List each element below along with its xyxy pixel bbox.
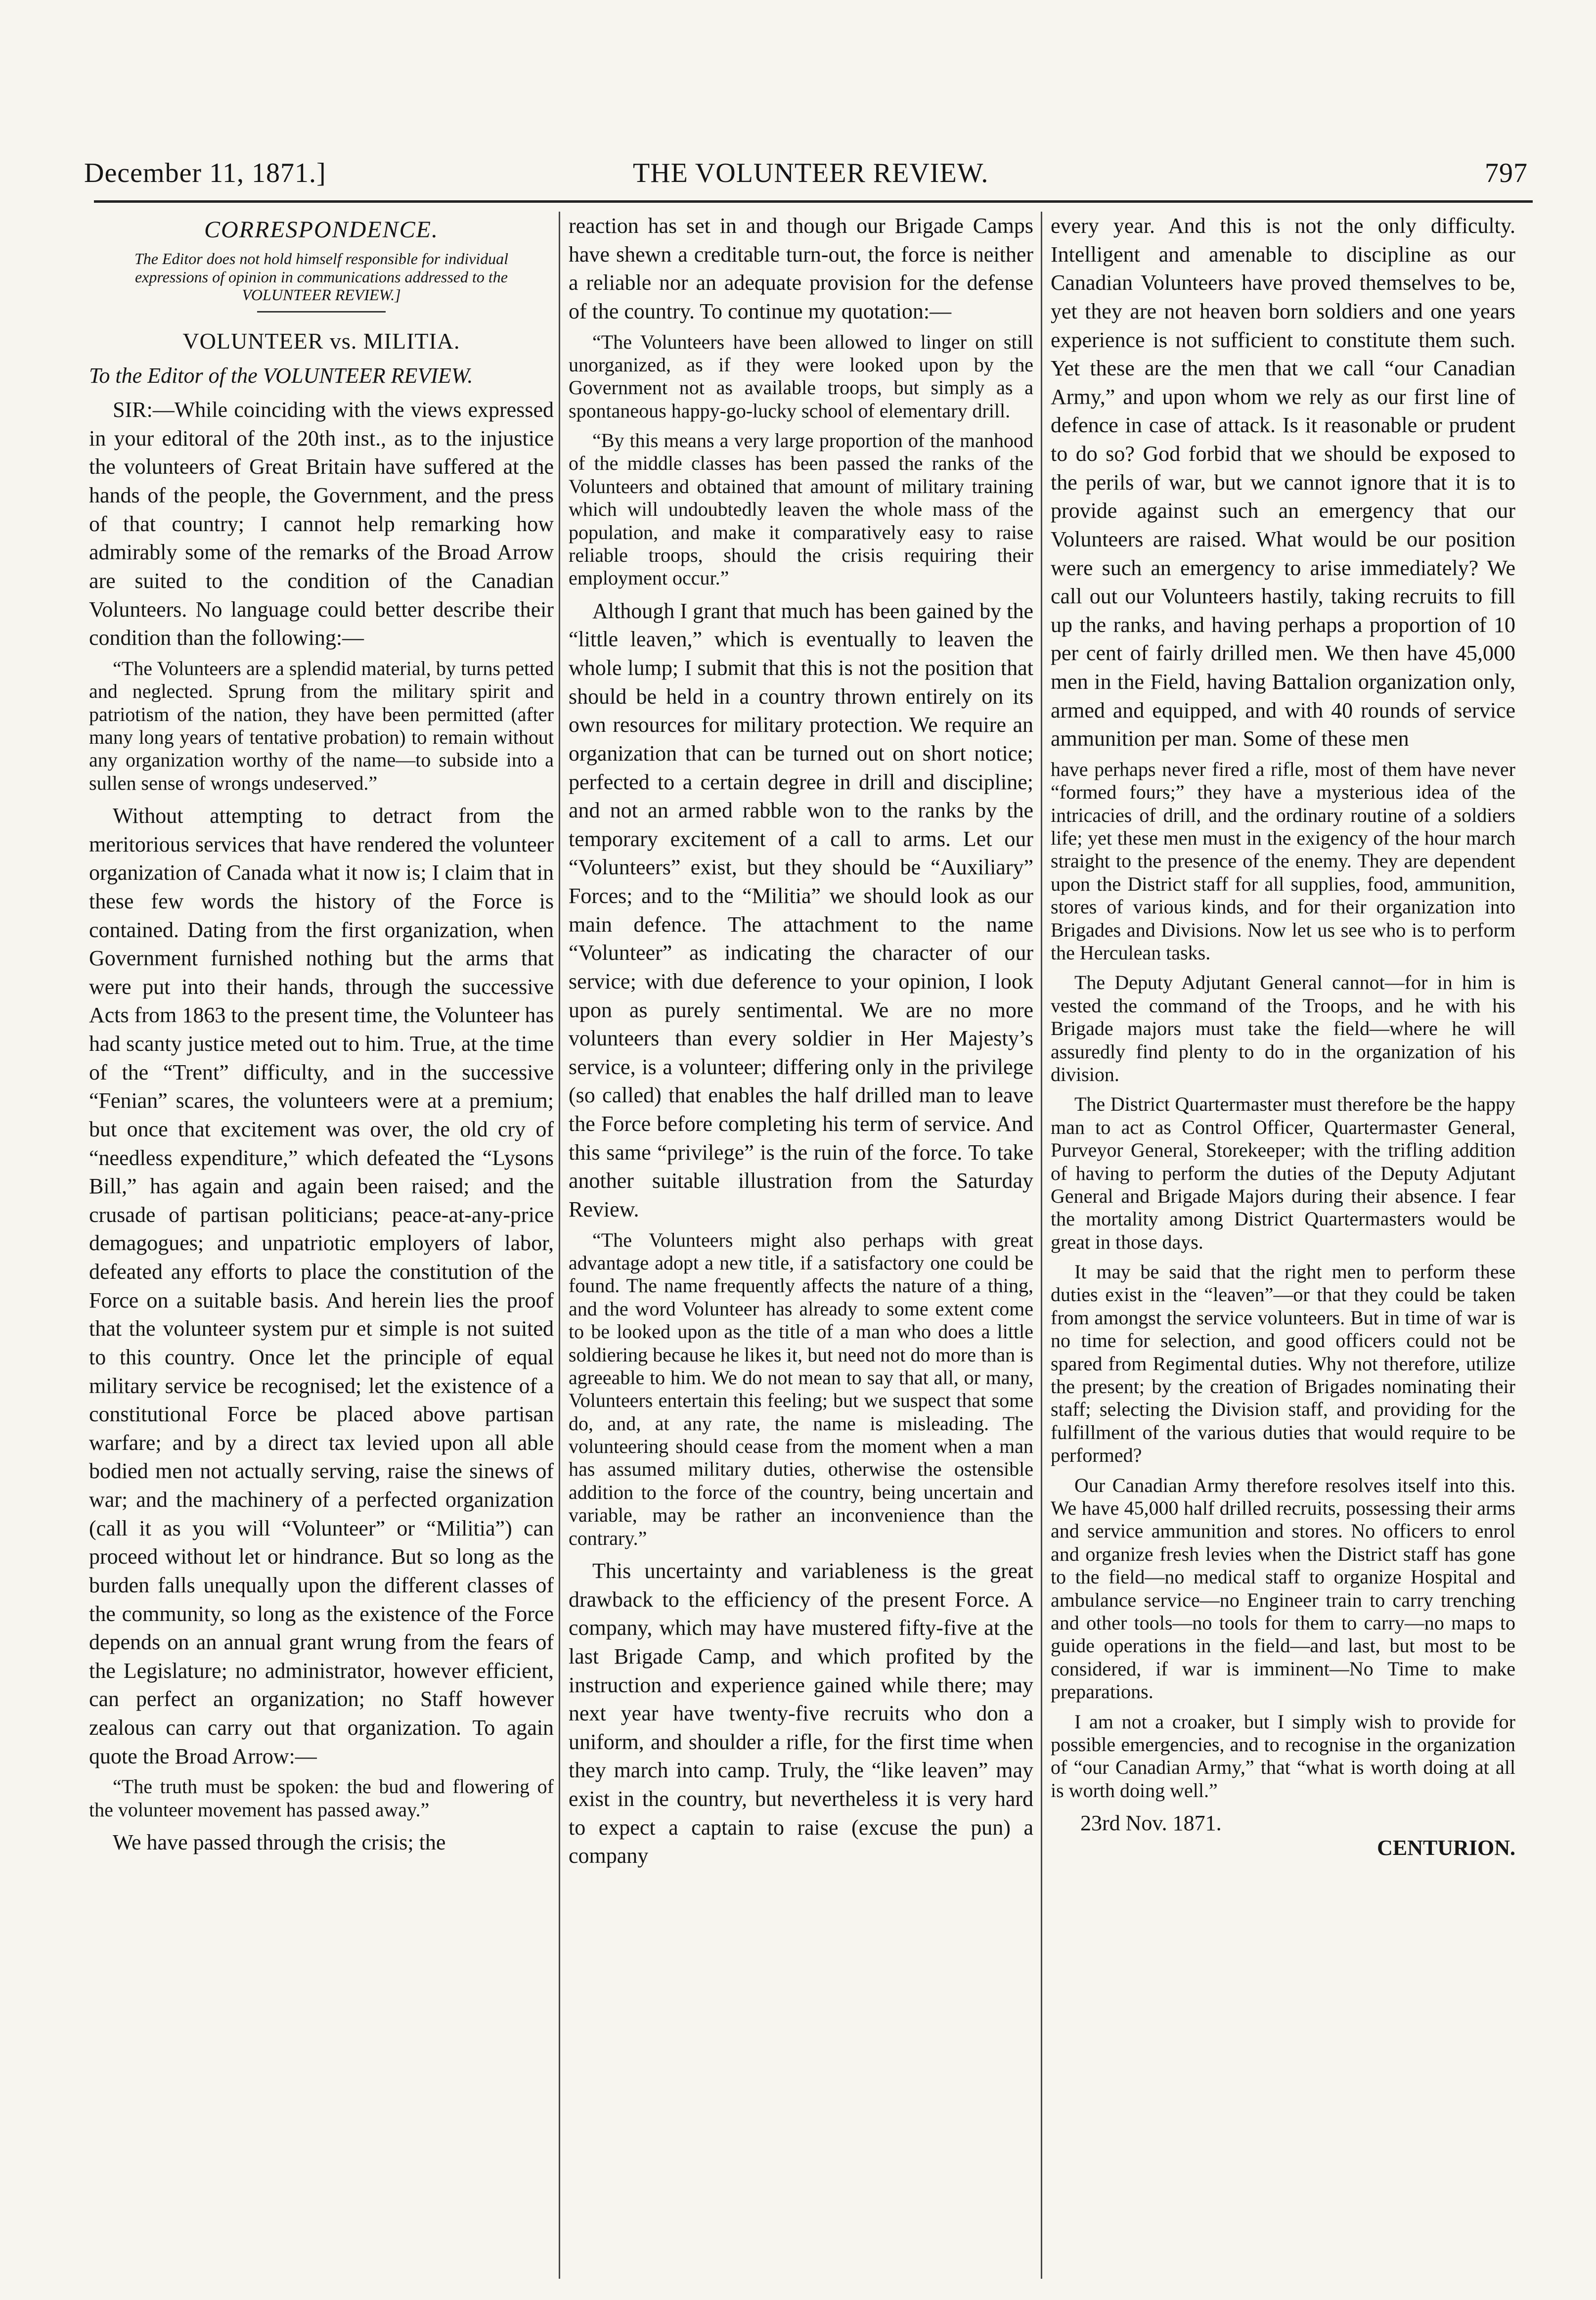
page-number: 797 [1485, 158, 1528, 188]
page-header [84, 157, 1528, 192]
section-title: CORRESPONDENCE. [204, 217, 439, 243]
quoted-paragraph: “By this means a very large proportion of the manhood of the middle classes has been passed the ranks of the Volunteers and obtained that amount of military training which will undoubtedly leaven the whole mass of the population, and make it comparatively easy to raise reliable troops, should the crisis requiring their employment occur.” [569, 429, 1033, 589]
paragraph: Without attempting to detract from the meritorious services that have rendered the volunteer organization of Canada what it now is; I claim that in these few words the history of the Force is contained. Dating from the first organization, when Government furnished nothing but the arms that were put into their hands, through the successive Acts from 1863 to the present time, the Volunteer has had scanty justice meted out to him. True, at the time of the “Trent” difficulty, and in the successive “Fenian” scares, the volunteers were at a premium; but once that excitement was over, the old cry of “needless expenditure,” which defeated the “Lysons Bill,” has again and again been raised; and the crusade of partisan politicians; peace-at-any-price demagogues; and unpatriotic employers of labor, defeated any efforts to place the constitution of the Force on a suitable basis. And herein lies the proof that the volunteer system pur et simple is not suited to this country. Once let the principle of equal military service be recognised; let the existence of a constitutional Force be placed above partisan warfare; and by a direct tax levied upon all able bodied men not actually serving, raise the sinews of war; and the machinery of a perfected organization (call it as you will “Volunteer” or “Militia”) can proceed without let or hindrance. But so long as the burden falls unequally upon the different classes of the community, so long as the existence of the Force depends on an annual grant wrung from the fears of the Legislature; no administrator, however efficient, can perfect an organization; no Staff however zealous can carry out that organization. To again quote the Broad Arrow:— [89, 804, 554, 1768]
column-2 [569, 212, 1033, 2279]
paragraph: every year. And this is not the only difficulty. Intelligent and amenable to discipline as our Canadian Volunteers have proved themselves to be, yet they are not heaven born soldiers and one years experience is not sufficient to constitute them such. Yet these are the men that we call “our Canadian Army,” and upon whom we rely as our first line of defence in case of attack. Is it reasonable or prudent to do so? God forbid that we should be exposed to the perils of war, but we cannot ignore that it is to provide against such an emergency that our Volunteers are raised. What would be our position were such an emergency to arise immediately? We call out our Volunteers hastily, taking recruits to fill up the ranks, and having perhaps a proportion of 10 per cent of fairly drilled men. We then have 45,000 men in the Field, having Battalion organization only, armed and equipped, and with 40 rounds of service ammunition per man. Some of these men [1051, 214, 1515, 751]
column-1-body [89, 396, 554, 1857]
article-title: VOLUNTEER vs. MILITIA. [182, 328, 460, 354]
paragraph: We have passed through the crisis; the [113, 1830, 446, 1855]
quoted-paragraph: I am not a croaker, but I simply wish to provide for possible emergencies, and to recognise in the organization of “our Canadian Army,” that “what is worth doing at all is worth doing well.” [1051, 1710, 1515, 1802]
column-3 [1051, 212, 1515, 2279]
paragraph: reaction has set in and though our Brigade Camps have shewn a creditable turn-out, the force is neither a reliable nor an adequate provision for the defense of the country. To continue my quotation:— [569, 214, 1033, 323]
salutation: To the Editor of the VOLUNTEER REVIEW. [89, 363, 473, 388]
quoted-paragraph: “The Volunteers have been allowed to linger on still unorganized, as if they were looked upon by the Government not as available troops, but simply as a spontaneous happy-go-lucky school of elementary drill. [569, 330, 1033, 422]
quoted-paragraph: The Deputy Adjutant General cannot—for in him is vested the command of the Troops, and he with his Brigade majors must take the field—where he will assuredly find plenty to do in the organization of his division. [1051, 971, 1515, 1085]
quoted-paragraph: “The Volunteers are a splendid material, by turns petted and neglected. Sprung from the military spirit and patriotism of the nation, they have been permitted (after many long years of tentative probation) to remain without any organization worthy of the name—to subside into a sullen sense of wrongs undeserved.” [89, 657, 554, 794]
quoted-paragraph: The District Quartermaster must therefore be the happy man to act as Control Officer, Quartermaster General, Purveyor General, Storekeeper; with the trifling addition of having to perform the duties of the Deputy Adjutant General and Brigade Majors during their absence. I fear the mortality among District Quartermasters would be great in those days. [1051, 1093, 1515, 1253]
header-rule [94, 200, 1533, 203]
letter-date: 23rd Nov. 1871. [1080, 1811, 1222, 1836]
section-rule [257, 311, 386, 313]
paragraph: This uncertainty and variableness is the great drawback to the efficiency of the present Force. A company, which may have mustered fifty-five at the last Brigade Camp, and which profited by the instruction and experience gained while there; may next year have twenty-five recruits who don a uniform, and shoulder a rifle, for the first time when they march into camp. Truly, the “like leaven” may exist in the country, but nevertheless it is very hard to expect a captain to raise (excuse the pun) a company [569, 1559, 1033, 1868]
quoted-paragraph: “The truth must be spoken: the bud and flowering of the volunteer movement has passed away.” [89, 1775, 554, 1821]
column-3-body [1051, 212, 1515, 1802]
column-1 [89, 212, 554, 2279]
editor-disclaimer: The Editor does not hold himself responsible for individual expressions of opinion in communications addressed to the VOLUNTEER REVIEW.] [134, 249, 509, 304]
issue-date: December 11, 1871.] [84, 158, 326, 188]
publication-title: THE VOLUNTEER REVIEW. [633, 158, 989, 188]
signature: CENTURION. [1377, 1835, 1515, 1860]
paragraph: SIR:—While coinciding with the views expressed in your editoral of the 20th inst., as to the injustice the volunteers of Great Britain have suffered at the hands of the people, the Government, and the press of that country; I cannot help remarking how admirably some of the remarks of the Broad Arrow are suited to the condition of the Canadian Volunteers. No language could better describe their condition than the following:— [89, 398, 554, 650]
column-divider [1041, 212, 1042, 2279]
column-2-body [569, 212, 1033, 1870]
column-divider [559, 212, 560, 2279]
quoted-paragraph: It may be said that the right men to perform these duties exist in the “leaven”—or that they could be taken from amongst the service volunteers. But in time of war is no time for selection, and good officers could not be spared from Regimental duties. Why not therefore, utilize the present; by the creation of Brigades nominating their staff; selecting the Division staff, and providing for the fulfillment of the various duties that would require to be performed? [1051, 1261, 1515, 1467]
quoted-paragraph: have perhaps never fired a rifle, most of them have never “formed fours;” they have a mysterious idea of the intricacies of drill, and the ordinary routine of a soldiers life; yet these men must in the exigency of the hour march straight to the presence of the enemy. They are dependent upon the District staff for all supplies, food, ammunition, stores of various kinds, and for their organization into Brigades and Divisions. Now let us see who is to perform the Herculean tasks. [1051, 758, 1515, 964]
paragraph: Although I grant that much has been gained by the “little leaven,” which is eventually to leaven the whole lump; I submit that this is not the position that should be held in a country thrown entirely on its own resources for military protection. We require an organization that can be turned out on short notice; perfected to a certain degree in drill and discipline; and not an armed rabble won to the ranks by the temporary excitement of a call to arms. Let our “Volunteers” exist, but they should be “Auxiliary” Forces; and to the “Militia” we should look as our main defence. The attachment to the name “Volunteer” as indicating the character of our service; with due deference to your opinion, I look upon as purely sentimental. We are no more volunteers than every soldier in Her Majesty’s service, is a volunteer; differing only in the privilege (so called) that enables the half drilled man to leave the Force before completing his term of service. And this same “privilege” is the ruin of the force. To take another suitable illustration from the Saturday Review. [569, 598, 1033, 1221]
quoted-paragraph: “The Volunteers might also perhaps with great advantage adopt a new title, if a satisfactory one could be found. The name frequently affects the nature of a thing, and the word Volunteer has already to some extent come to be looked upon as the title of a man who does a little soldiering because he likes it, but need not do more than is agreeable to him. We do not mean to say that all, or many, Volunteers entertain this feeling; but we suspect that some do, and, at any rate, the name is misleading. The volunteering should cease from the moment when a man has assumed military duties, otherwise the ostensible addition to the force of the country, being uncertain and variable, may be rather an inconvenience than the contrary.” [569, 1228, 1033, 1549]
quoted-paragraph: Our Canadian Army therefore resolves itself into this. We have 45,000 half drilled recruits, possessing their arms and service ammunition and stores. No officers to enrol and organize fresh levies when the District staff has gone to the field—no medical staff to organize Hospital and ambulance service—no Engineer train to carry trenching and other tools—no tools for them to carry—no maps to guide operations in the field—and last, but most to be considered, if war is imminent—No Time to make preparations. [1051, 1474, 1515, 1703]
